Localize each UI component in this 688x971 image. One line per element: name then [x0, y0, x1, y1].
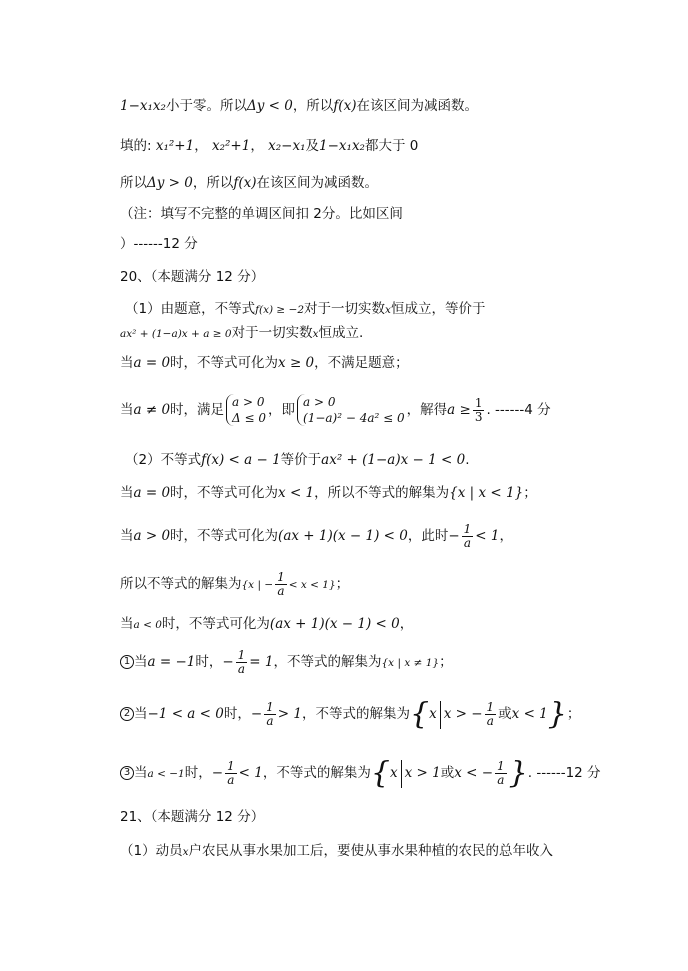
math-expr: −1 < a < 0 [147, 706, 224, 722]
numerator: 1 [227, 758, 235, 773]
numerator: 1 [237, 647, 246, 662]
math-expr: a = 0 [133, 355, 171, 371]
set-or: 或 [440, 765, 455, 781]
open-brace: { [370, 755, 390, 791]
fraction [462, 523, 474, 550]
text-line-11 [125, 449, 470, 471]
text: ，不等式的解集为 [262, 765, 371, 781]
solution-set [410, 694, 567, 734]
math-expr: a ≠ 0 [133, 402, 171, 418]
math-expr: {x | x ≠ 1} [381, 657, 440, 669]
text-line-9 [120, 352, 409, 374]
text: ， [250, 138, 264, 154]
numerator: 1 [266, 699, 274, 714]
denominator: a [463, 535, 472, 550]
note-line: （注：填写不完整的单调区间扣 2分。比如区间 [120, 206, 403, 222]
text: ，此时 [407, 528, 449, 544]
fraction [225, 760, 237, 787]
fraction [236, 649, 248, 676]
system-row: a > 0 [232, 395, 265, 409]
text: ，所以 [192, 175, 234, 191]
math-expr: {x | x < 1} [449, 485, 524, 501]
math-expr: − [448, 528, 460, 544]
numerator: 1 [486, 700, 495, 714]
math-expr: a = −1 [147, 654, 196, 670]
circled-number: 3 [120, 766, 134, 780]
problem-20-heading: 20、（本题满分 12 分） [120, 269, 265, 285]
math-expr: x ≥ 0 [278, 355, 315, 371]
text: 当 [134, 654, 148, 670]
text: ； [335, 576, 350, 592]
set-cond: x > − [443, 706, 483, 722]
math-expr: > 1 [277, 706, 302, 722]
text: （1）由题意，不等式 [125, 301, 256, 317]
problem-21-heading: 21、（本题满分 12 分） [120, 809, 265, 825]
text: 对于一切实数 [304, 301, 386, 317]
fraction [473, 397, 485, 424]
text-line-12 [120, 482, 537, 504]
text: ，不满足题意； [314, 355, 409, 371]
text: ，所以 [292, 98, 334, 114]
denominator: a [277, 583, 285, 598]
text: 恒成立. [318, 325, 364, 341]
set-cond: x < − [454, 765, 494, 781]
text: 时，不等式可化为 [170, 355, 279, 371]
text-line-14 [120, 566, 349, 603]
text: 所以不等式的解集为 [120, 576, 242, 592]
text: 户农民从事水果加工后，要使从事水果种植的农民的总年收入 [188, 843, 554, 859]
text-line-17 [120, 694, 580, 734]
text: 时，不等式可化为 [170, 485, 279, 501]
text: ，解得 [406, 402, 448, 418]
text-line-15 [120, 613, 413, 636]
text: 都大于 0 [364, 138, 419, 154]
text-line-10 [120, 390, 551, 430]
denominator: 3 [474, 409, 483, 424]
set-bar [440, 701, 441, 729]
close-brace: } [508, 755, 528, 791]
system-row: (1−a)² − 4a² ≤ 0 [303, 411, 405, 425]
math-expr: = 1 [249, 654, 274, 670]
set-or: 或 [498, 706, 512, 722]
numerator: 1 [497, 759, 505, 773]
math-expr: x < 1 [278, 485, 315, 501]
math-expr: Δy < 0 [246, 98, 293, 114]
text-line-8 [120, 322, 363, 345]
denominator: a [227, 772, 235, 787]
text: 时， [195, 654, 223, 670]
numerator: 1 [277, 569, 285, 584]
text: ； [439, 654, 453, 670]
text-line-3 [120, 172, 378, 194]
system-row: a > 0 [303, 395, 336, 409]
circled-number: 2 [120, 707, 134, 721]
math-expr: x₂²+1 [212, 138, 251, 154]
math-expr: a < −1 [147, 768, 185, 780]
text: 小于零。所以 [165, 98, 247, 114]
numerator: 1 [463, 521, 472, 536]
math-expr: f(x) [233, 175, 257, 191]
math-expr: f(x) ≥ −2 [255, 304, 305, 316]
text-line-1 [120, 95, 478, 117]
set-var: x [429, 706, 437, 722]
math-expr: (ax + 1)(x − 1) < 0 [278, 528, 408, 544]
math-expr: x [312, 328, 319, 340]
text: ，所以不等式的解集为 [314, 485, 450, 501]
math-expr: (ax + 1)(x − 1) < 0 [269, 616, 400, 632]
text: ， [499, 528, 513, 544]
math-expr: f(x) < a − 1 [201, 452, 281, 468]
text: ， [399, 616, 414, 632]
text: 时， [184, 765, 212, 781]
text: ； [566, 706, 581, 722]
text: . ------12 分 [527, 765, 601, 781]
fraction [495, 760, 507, 787]
denominator: a [486, 714, 494, 728]
text: 当 [120, 616, 134, 632]
text-line-20 [120, 840, 553, 863]
text: . ------4 分 [486, 402, 551, 418]
denominator: a [497, 773, 505, 787]
math-expr: x₁²+1 [155, 138, 195, 154]
text: 恒成立，等价于 [390, 301, 486, 317]
circled-number: 1 [120, 655, 134, 669]
text-line-16 [120, 644, 453, 681]
text: 当 [134, 765, 148, 781]
text: 时， [223, 706, 251, 722]
text: ，不等式的解集为 [301, 706, 410, 722]
text: 当 [134, 706, 148, 722]
text-line-18 [120, 753, 601, 794]
equation-system [226, 394, 266, 426]
text: 当 [120, 402, 134, 418]
math-expr: ax² + (1−a)x − 1 < 0 [321, 452, 466, 468]
text-line-2 [120, 135, 418, 157]
text: . [465, 452, 470, 468]
math-expr: − [250, 706, 263, 722]
text: 时，满足 [170, 402, 225, 418]
math-expr: x [182, 846, 189, 858]
set-cond: x > 1 [404, 765, 441, 781]
text: （2）不等式 [125, 452, 202, 468]
math-expr: < x < 1} [288, 579, 336, 591]
math-expr: f(x) [333, 98, 357, 114]
system-row: Δ ≤ 0 [232, 411, 267, 425]
text: ； [523, 485, 537, 501]
set-bar [401, 760, 402, 788]
text: 在该区间为减函数。 [256, 175, 379, 191]
text: 时，不等式可化为 [170, 528, 279, 544]
text: 时，不等式可化为 [161, 616, 270, 632]
text: 等价于 [280, 452, 322, 468]
text-line-7 [125, 298, 485, 321]
math-expr: ax² + (1−a)x + a ≥ 0 [120, 328, 232, 340]
math-expr: 1−x₁x₂ [319, 138, 365, 154]
math-expr: {x | − [241, 579, 274, 591]
math-expr: 1−x₁x₂ [120, 98, 166, 114]
text: ，即 [268, 402, 296, 418]
text: 当 [120, 485, 134, 501]
math-expr: x [385, 304, 391, 316]
text: 在该区间为减函数。 [356, 98, 478, 114]
set-var: x [389, 765, 398, 781]
fraction [485, 701, 497, 728]
text: 所以 [120, 175, 147, 191]
math-expr: Δy > 0 [147, 175, 193, 191]
text: （1）动员 [120, 843, 183, 859]
text: 填的: [120, 138, 152, 154]
text: 当 [120, 355, 134, 371]
math-expr: < 1 [475, 528, 500, 544]
text-line-13 [120, 518, 513, 554]
math-expr: < 1 [238, 765, 263, 781]
denominator: a [237, 661, 246, 676]
text: 当 [120, 528, 134, 544]
math-expr: a < 0 [133, 619, 162, 631]
text: 及 [305, 138, 320, 154]
math-expr: a = 0 [133, 485, 171, 501]
set-cond: x < 1 [511, 706, 548, 722]
text: ， [194, 138, 208, 154]
equation-system [297, 394, 405, 426]
math-expr: − [222, 654, 234, 670]
math-expr: − [211, 765, 224, 781]
fraction [275, 571, 287, 598]
math-expr: a ≥ [447, 402, 471, 418]
math-expr: a > 0 [133, 528, 171, 544]
numerator: 1 [474, 395, 483, 410]
fraction [264, 701, 276, 728]
text: ，不等式的解集为 [273, 654, 382, 670]
close-brace: } [547, 696, 567, 732]
math-expr: x₂−x₁ [268, 138, 306, 154]
open-brace: { [409, 696, 430, 732]
solution-set [371, 753, 528, 793]
denominator: a [266, 713, 274, 728]
score-line: ）------12 分 [120, 236, 198, 252]
text: 对于一切实数 [231, 325, 313, 341]
